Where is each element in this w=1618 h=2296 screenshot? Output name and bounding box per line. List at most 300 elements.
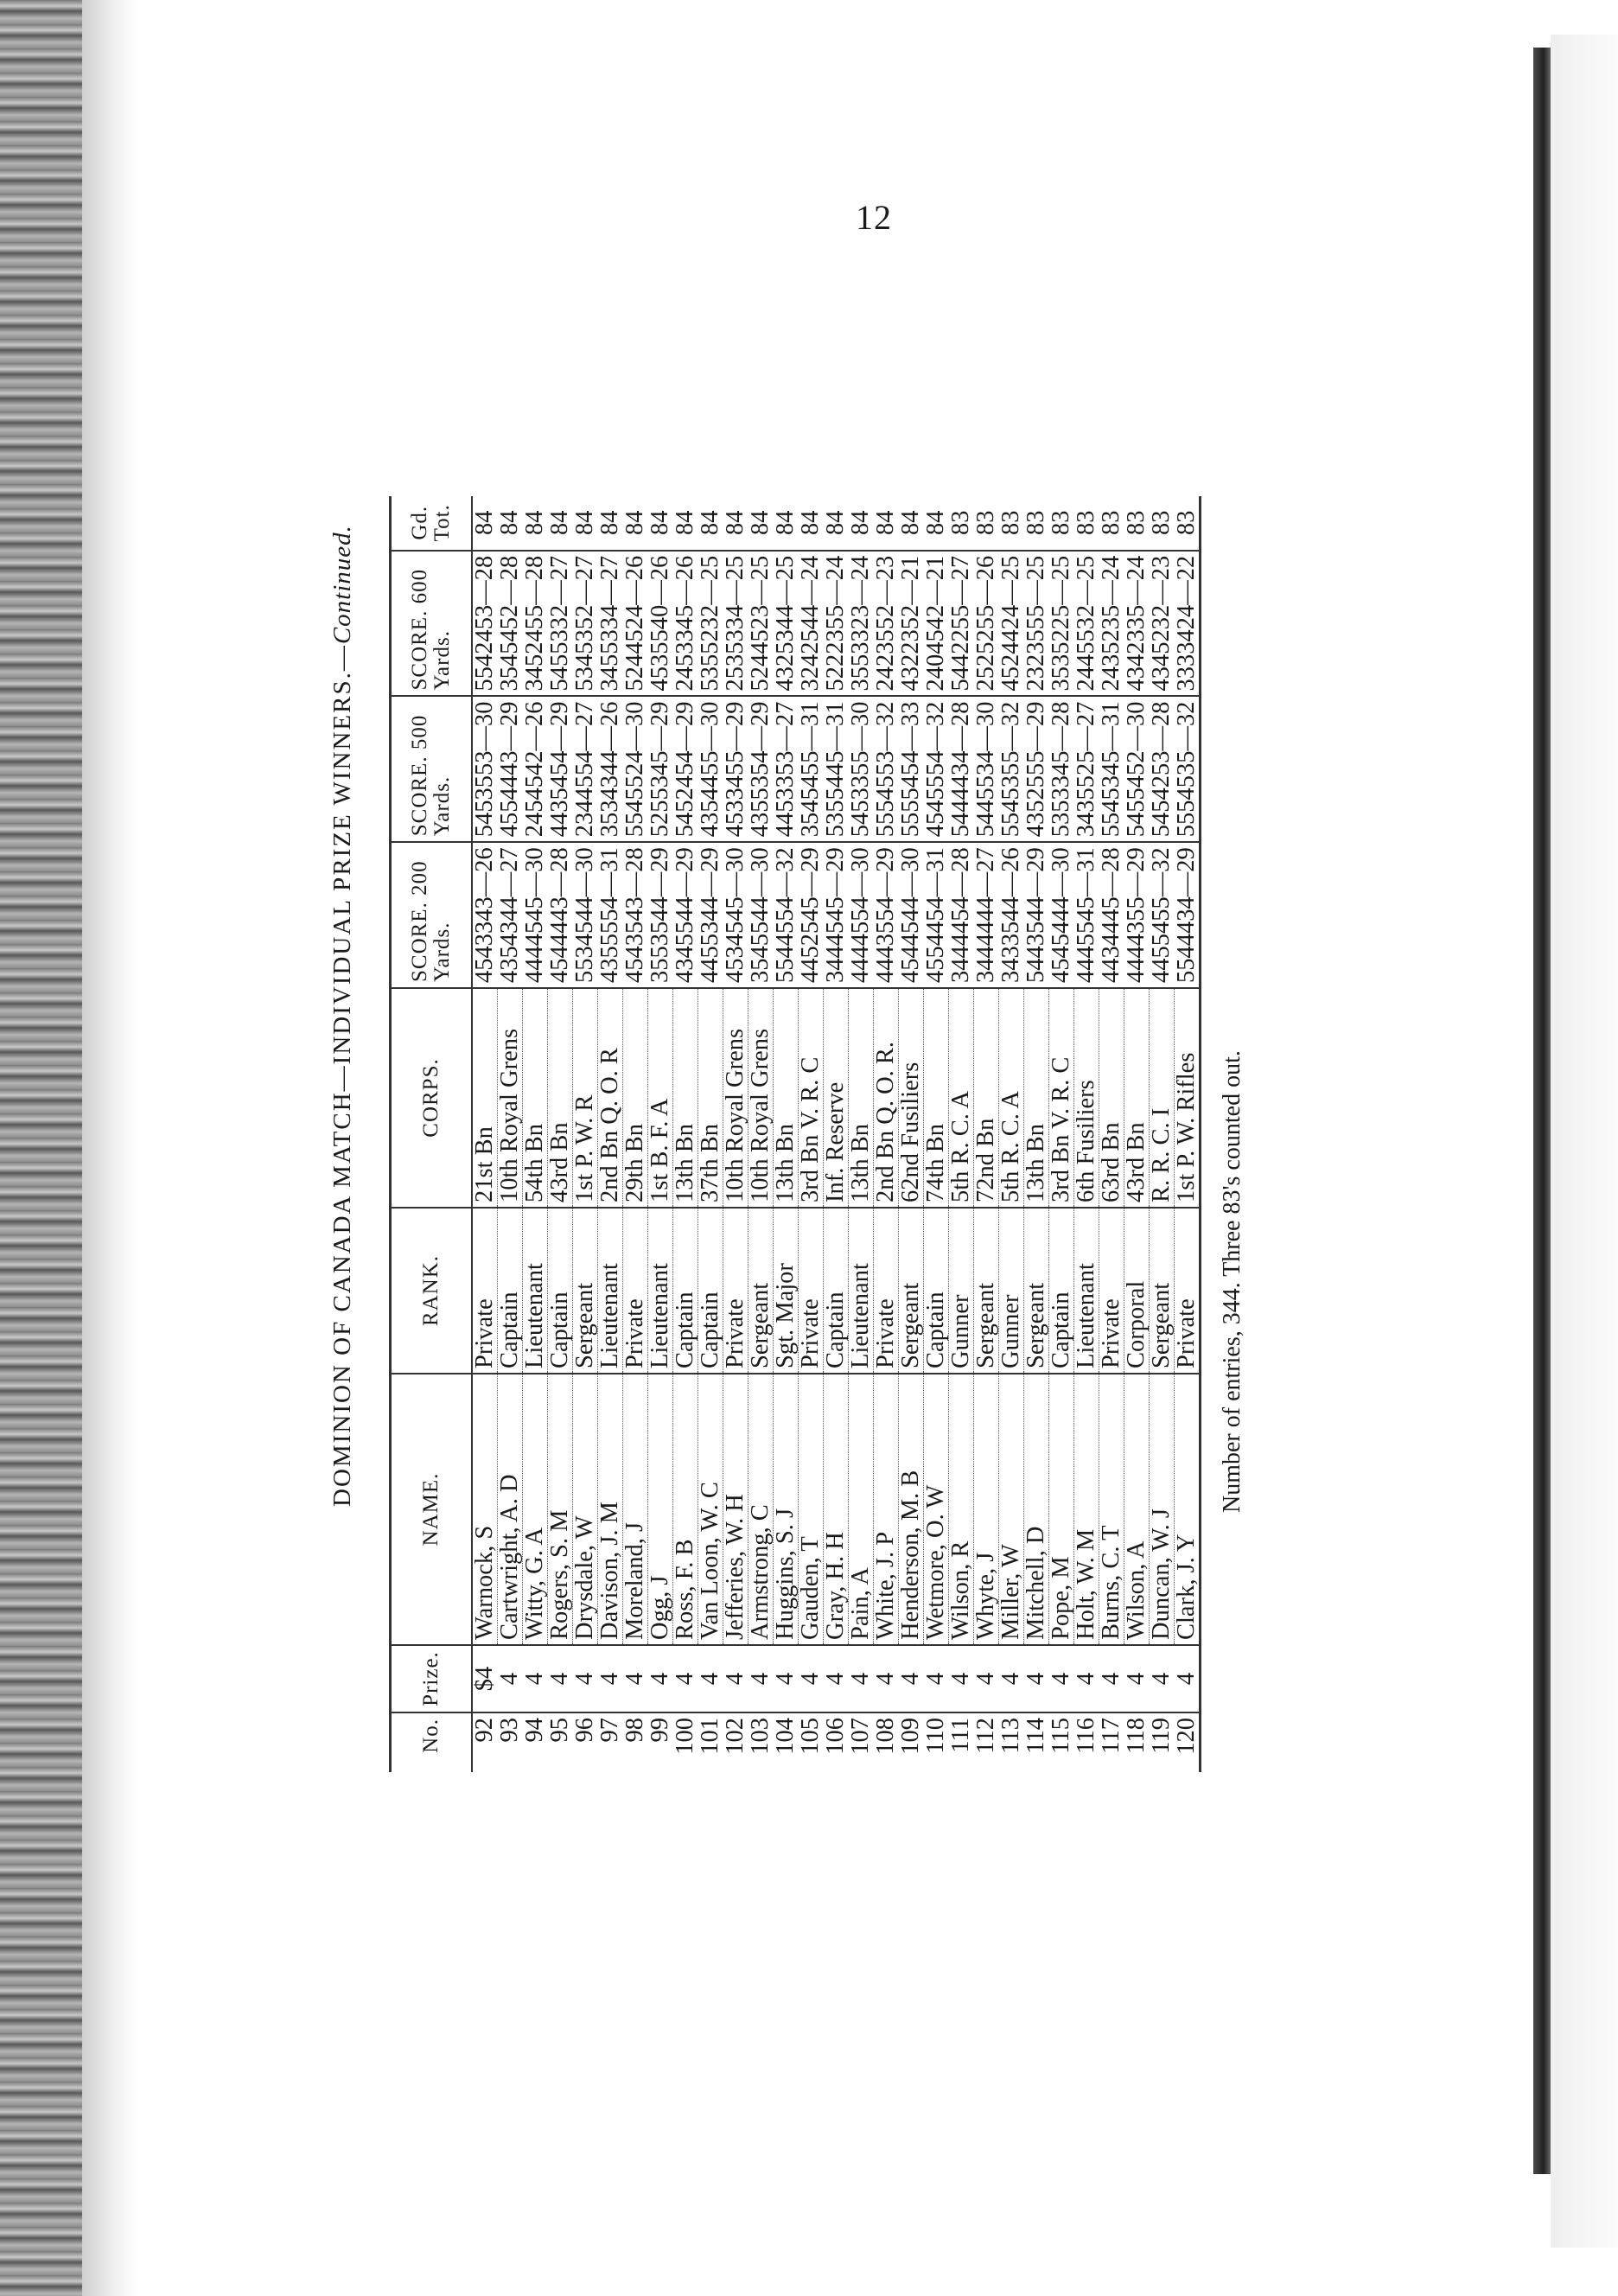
table-row [899, 496, 924, 1772]
cell-name: Drysdale, W [573, 1374, 598, 1645]
cell-score-200: 4434445—28 [1099, 842, 1124, 988]
cell-grand-total: 84 [824, 496, 849, 551]
cell-score-200: 3553544—29 [648, 842, 673, 988]
cell-rank: Private [1175, 1208, 1201, 1374]
cell-score-200: 4545444—30 [1049, 842, 1074, 988]
cell-grand-total: 83 [1175, 496, 1201, 551]
cell-corps: 10th Royal Grens [723, 988, 748, 1208]
cell-grand-total: 83 [1049, 496, 1074, 551]
cell-no: 113 [997, 1718, 1024, 1754]
cell-name: Duncan, W. J [1150, 1374, 1175, 1645]
document-title [328, 259, 357, 1772]
cell-score-600: 5345352—27 [573, 551, 598, 697]
cell-grand-total: 84 [774, 496, 799, 551]
table-row [498, 496, 523, 1772]
cell-no: 103 [747, 1718, 774, 1755]
cell-no: 97 [596, 1718, 623, 1743]
cell-score-600: 5442255—27 [949, 551, 974, 697]
cell-grand-total: 84 [598, 496, 623, 551]
cell-score-600: 4524424—25 [999, 551, 1024, 697]
cell-corps: 37th Bn [698, 988, 723, 1208]
cell-score-600: 4345232—23 [1150, 551, 1175, 697]
cell-corps: Inf. Reserve [824, 988, 849, 1208]
cell-score-500: 3534344—26 [598, 697, 623, 843]
cell-name: Whyte, J [974, 1374, 999, 1645]
cell-corps: 6th Fusiliers [1074, 988, 1099, 1208]
cell-no: 94 [521, 1718, 548, 1743]
cell-prize: 4 [974, 1645, 999, 1712]
cell-score-200: 4554454—31 [924, 842, 949, 988]
cell-score-500: 2454542—26 [523, 697, 548, 843]
cell-rank: Captain [698, 1208, 723, 1374]
book-page-edge [0, 0, 138, 2296]
footer-note: Number of entries, 344. Three 83's counted out. [1219, 1050, 1245, 1513]
cell-grand-total: 84 [648, 496, 673, 551]
cell-rank: Lieutenant [598, 1208, 623, 1374]
cell-prize: 4 [698, 1645, 723, 1712]
cell-grand-total: 84 [573, 496, 598, 551]
cell-score-600: 2435235—24 [1099, 551, 1124, 697]
table-row [623, 496, 648, 1772]
cell-score-200: 4452545—29 [799, 842, 824, 988]
cell-score-600: 3333424—22 [1175, 551, 1201, 697]
cell-score-600: 3545452—28 [498, 551, 523, 697]
cell-score-600: 5455332—27 [548, 551, 573, 697]
cell-prize: 4 [673, 1645, 698, 1712]
cell-name: Pain, A [849, 1374, 874, 1645]
cell-grand-total: 84 [723, 496, 748, 551]
cell-corps: 13th Bn [774, 988, 799, 1208]
cell-prize: 4 [498, 1645, 523, 1712]
cell-score-600: 5244524—26 [623, 551, 648, 697]
cell-score-200: 3433544—26 [999, 842, 1024, 988]
cell-no: 110 [922, 1718, 949, 1754]
cell-prize: 4 [899, 1645, 924, 1712]
cell-prize: 4 [1099, 1645, 1124, 1712]
cell-prize: 4 [924, 1645, 949, 1712]
table-row [824, 496, 849, 1772]
cell-grand-total: 83 [1124, 496, 1150, 551]
cell-name: Pope, M [1049, 1374, 1074, 1645]
table-row [849, 496, 874, 1772]
cell-prize: 4 [623, 1645, 648, 1712]
cell-grand-total: 84 [623, 496, 648, 551]
cell-grand-total: 84 [523, 496, 548, 551]
cell-score-600: 2525255—26 [974, 551, 999, 697]
table-row [774, 496, 799, 1772]
cell-score-500: 5452454—29 [673, 697, 698, 843]
cell-prize: 4 [1124, 1645, 1150, 1712]
table-row [1150, 496, 1175, 1772]
cell-no: 95 [546, 1718, 573, 1743]
table-row [799, 496, 824, 1772]
cell-grand-total: 84 [673, 496, 698, 551]
cell-grand-total: 84 [748, 496, 774, 551]
book-spine [1533, 48, 1551, 2174]
cell-prize: 4 [824, 1645, 849, 1712]
cell-no: 119 [1148, 1718, 1175, 1754]
cell-score-500: 5545524—30 [623, 697, 648, 843]
table-row [698, 496, 723, 1772]
cell-score-500: 5353345—28 [1049, 697, 1074, 843]
cell-score-600: 5244523—25 [748, 551, 774, 697]
cell-score-600: 3455334—27 [598, 551, 623, 697]
cell-rank: Lieutenant [849, 1208, 874, 1374]
cell-name: Miller, W [999, 1374, 1024, 1645]
cell-grand-total: 84 [924, 496, 949, 551]
title-text: DOMINION OF CANADA MATCH—INDIVIDUAL PRIZE WINNERS.— [328, 644, 356, 1507]
cell-score-600: 2453345—26 [673, 551, 698, 697]
cell-corps: 72nd Bn [974, 988, 999, 1208]
cell-score-200: 5534544—30 [573, 842, 598, 988]
cell-no: 93 [496, 1718, 523, 1743]
cell-score-200: 4544443—28 [548, 842, 573, 988]
cell-corps: 3rd Bn V. R. C [799, 988, 824, 1208]
table-row [523, 496, 548, 1772]
cell-corps: 2nd Bn Q. O. R [598, 988, 623, 1208]
cell-score-500: 4354455—30 [698, 697, 723, 843]
cell-prize: 4 [748, 1645, 774, 1712]
cell-corps: 1st P. W. Rifles [1175, 988, 1201, 1208]
cell-score-600: 3452455—28 [523, 551, 548, 697]
table-row [548, 496, 573, 1772]
cell-corps: 5th R. C. A [949, 988, 974, 1208]
table-row [1024, 496, 1049, 1772]
cell-name: Witty, G. A [523, 1374, 548, 1645]
cell-corps: 62nd Fusiliers [899, 988, 924, 1208]
cell-score-200: 4354344—27 [498, 842, 523, 988]
cell-rank: Private [799, 1208, 824, 1374]
cell-score-200: 5544554—32 [774, 842, 799, 988]
cell-no: 118 [1123, 1718, 1150, 1754]
cell-name: Henderson, M. B [899, 1374, 924, 1645]
cell-corps: 5th R. C. A [999, 988, 1024, 1208]
cell-score-500: 3435525—27 [1074, 697, 1099, 843]
cell-grand-total: 84 [849, 496, 874, 551]
cell-no: 107 [847, 1718, 874, 1755]
cell-score-600: 4325344—25 [774, 551, 799, 697]
facing-page [1551, 35, 1618, 2248]
table-header-row [391, 496, 473, 1772]
table-row [673, 496, 698, 1772]
table-row [748, 496, 774, 1772]
cell-score-600: 5542453—28 [472, 551, 498, 697]
cell-grand-total: 83 [1024, 496, 1049, 551]
cell-score-200: 4455455—32 [1150, 842, 1175, 988]
cell-score-200: 4543543—28 [623, 842, 648, 988]
cell-score-500: 5454253—28 [1150, 697, 1175, 843]
table-row [924, 496, 949, 1772]
cell-prize: 4 [548, 1645, 573, 1712]
cell-grand-total: 84 [472, 496, 498, 551]
header-corps: CORPS. [391, 988, 473, 1208]
cell-corps: 10th Royal Grens [748, 988, 774, 1208]
cell-grand-total: 83 [999, 496, 1024, 551]
cell-score-600: 2535334—25 [723, 551, 748, 697]
cell-rank: Captain [924, 1208, 949, 1374]
cell-name: Gray, H. H [824, 1374, 849, 1645]
cell-corps: 2nd Bn Q. O. R. [874, 988, 899, 1208]
cell-rank: Sergeant [974, 1208, 999, 1374]
cell-corps: 43rd Bn [548, 988, 573, 1208]
cell-score-200: 4444355—29 [1124, 842, 1150, 988]
cell-score-500: 4352555—29 [1024, 697, 1049, 843]
cell-name: Wilson, A [1124, 1374, 1150, 1645]
cell-no: 98 [621, 1718, 648, 1743]
cell-no: 104 [772, 1718, 799, 1755]
cell-score-500: 5554553—32 [874, 697, 899, 843]
cell-rank: Sergeant [1024, 1208, 1049, 1374]
cell-score-200: 4534545—30 [723, 842, 748, 988]
cell-score-600: 2445532—25 [1074, 551, 1099, 697]
table-row [573, 496, 598, 1772]
cell-name: Moreland, J [623, 1374, 648, 1645]
cell-name: Jefferies, W. H [723, 1374, 748, 1645]
title-continued: Continued. [328, 525, 356, 645]
cell-name: Gauden, T [799, 1374, 824, 1645]
cell-no: 120 [1175, 1712, 1201, 1772]
header-rank: RANK. [391, 1208, 473, 1374]
table-row [974, 496, 999, 1772]
cell-name: Holt, W. M [1074, 1374, 1099, 1645]
cell-score-500: 5453553—30 [472, 697, 498, 843]
cell-rank: Sergeant [573, 1208, 598, 1374]
cell-rank: Private [472, 1208, 498, 1374]
cell-prize: 4 [523, 1645, 548, 1712]
cell-rank: Gunner [999, 1208, 1024, 1374]
cell-name: Cartwright, A. D [498, 1374, 523, 1645]
cell-corps: 13th Bn [849, 988, 874, 1208]
cell-name: Davison, J. M [598, 1374, 623, 1645]
cell-name: Wetmore, O. W [924, 1374, 949, 1645]
cell-prize: 4 [1175, 1645, 1201, 1712]
cell-rank: Captain [498, 1208, 523, 1374]
page-number: 12 [856, 198, 892, 237]
cell-grand-total: 84 [498, 496, 523, 551]
cell-score-500: 5545355—32 [999, 697, 1024, 843]
cell-no: 116 [1073, 1718, 1099, 1754]
cell-no: 92 [471, 1718, 499, 1743]
cell-rank: Captain [1049, 1208, 1074, 1374]
cell-corps: 43rd Bn [1124, 988, 1150, 1208]
cell-corps: 29th Bn [623, 988, 648, 1208]
cell-score-200: 3444444—27 [974, 842, 999, 988]
header-score-500: SCORE. 500 Yards. [391, 697, 473, 843]
header-prize: Prize. [391, 1645, 473, 1712]
cell-rank: Private [623, 1208, 648, 1374]
table-row [648, 496, 673, 1772]
cell-prize: 4 [774, 1645, 799, 1712]
cell-prize: $4 [472, 1645, 498, 1712]
cell-prize: 4 [1074, 1645, 1099, 1712]
cell-score-600: 2423552—23 [874, 551, 899, 697]
cell-score-600: 4535540—26 [648, 551, 673, 697]
cell-prize: 4 [573, 1645, 598, 1712]
table-row [472, 496, 498, 1772]
cell-rank: Lieutenant [523, 1208, 548, 1374]
cell-prize: 4 [598, 1645, 623, 1712]
cell-corps: 3rd Bn V. R. C [1049, 988, 1074, 1208]
cell-prize: 4 [1049, 1645, 1074, 1712]
cell-no: 102 [722, 1718, 748, 1755]
cell-prize: 4 [799, 1645, 824, 1712]
cell-no: 111 [947, 1718, 974, 1753]
table-row [1124, 496, 1150, 1772]
cell-score-500: 4453353—27 [774, 697, 799, 843]
header-grand-total: Gd. Tot. [391, 496, 473, 551]
cell-prize: 4 [723, 1645, 748, 1712]
cell-no: 114 [1022, 1718, 1049, 1754]
cell-no: 115 [1048, 1718, 1074, 1754]
cell-grand-total: 84 [548, 496, 573, 551]
prize-winners-table-container [389, 496, 1201, 1772]
cell-no: 105 [797, 1718, 824, 1755]
cell-rank: Sergeant [1150, 1208, 1175, 1374]
cell-score-500: 5445534—30 [974, 697, 999, 843]
cell-prize: 4 [849, 1645, 874, 1712]
cell-score-200: 3444545—29 [824, 842, 849, 988]
cell-score-600: 3553323—24 [849, 551, 874, 697]
cell-rank: Sergeant [748, 1208, 774, 1374]
cell-rank: Private [1099, 1208, 1124, 1374]
cell-rank: Private [723, 1208, 748, 1374]
cell-score-600: 5222355—24 [824, 551, 849, 697]
cell-corps: 21st Bn [472, 988, 498, 1208]
cell-prize: 4 [949, 1645, 974, 1712]
cell-rank: Captain [548, 1208, 573, 1374]
table-row [999, 496, 1024, 1772]
rotated-page-content [328, 259, 1392, 1772]
table-row [1074, 496, 1099, 1772]
cell-corps: 10th Royal Grens [498, 988, 523, 1208]
table-row [598, 496, 623, 1772]
cell-no: 112 [972, 1718, 999, 1754]
cell-prize: 4 [874, 1645, 899, 1712]
cell-score-200: 5544434—29 [1175, 842, 1201, 988]
cell-name: Huggins, S. J [774, 1374, 799, 1645]
cell-corps: R. R. C. I [1150, 988, 1175, 1208]
table-row [723, 496, 748, 1772]
cell-score-200: 4445545—31 [1074, 842, 1099, 988]
header-score-200: SCORE. 200 Yards. [391, 842, 473, 988]
header-score-600: SCORE. 600 Yards. [391, 551, 473, 697]
cell-no: 117 [1098, 1718, 1124, 1754]
cell-score-500: 5554535—32 [1175, 697, 1201, 843]
header-name: NAME. [391, 1374, 473, 1645]
cell-score-500: 3545455—31 [799, 697, 824, 843]
cell-rank: Sgt. Major [774, 1208, 799, 1374]
cell-name: Clark, J. Y [1175, 1374, 1201, 1645]
cell-score-500: 4554443—29 [498, 697, 523, 843]
table-row [1175, 496, 1201, 1772]
cell-name: Ogg, J [648, 1374, 673, 1645]
cell-rank: Captain [824, 1208, 849, 1374]
cell-grand-total: 83 [1074, 496, 1099, 551]
cell-score-200: 5443544—29 [1024, 842, 1049, 988]
cell-score-200: 4355554—31 [598, 842, 623, 988]
cell-name: Ross, F. B [673, 1374, 698, 1645]
cell-grand-total: 83 [1150, 496, 1175, 551]
cell-score-600: 3535225—25 [1049, 551, 1074, 697]
cell-corps: 63rd Bn [1099, 988, 1124, 1208]
cell-no: 96 [571, 1718, 598, 1743]
cell-score-500: 5545345—31 [1099, 697, 1124, 843]
cell-score-200: 4444554—30 [849, 842, 874, 988]
cell-score-200: 4444545—30 [523, 842, 548, 988]
cell-prize: 4 [999, 1645, 1024, 1712]
cell-score-500: 5444434—28 [949, 697, 974, 843]
cell-score-600: 2323555—25 [1024, 551, 1049, 697]
cell-name: Rogers, S. M [548, 1374, 573, 1645]
table-row [874, 496, 899, 1772]
cell-no: 106 [822, 1718, 849, 1755]
cell-score-600: 4322352—21 [899, 551, 924, 697]
table-body [472, 496, 1201, 1772]
cell-score-500: 4355354—29 [748, 697, 774, 843]
cell-score-200: 3444454—28 [949, 842, 974, 988]
cell-score-200: 3545544—30 [748, 842, 774, 988]
cell-score-200: 4455344—29 [698, 842, 723, 988]
cell-grand-total: 84 [874, 496, 899, 551]
cell-rank: Corporal [1124, 1208, 1150, 1374]
cell-rank: Captain [673, 1208, 698, 1374]
cell-grand-total: 83 [949, 496, 974, 551]
cell-grand-total: 83 [974, 496, 999, 551]
cell-grand-total: 84 [799, 496, 824, 551]
cell-score-200: 4544544—30 [899, 842, 924, 988]
cell-corps: 13th Bn [673, 988, 698, 1208]
cell-corps: 1st B. F. A [648, 988, 673, 1208]
cell-score-600: 4342335—24 [1124, 551, 1150, 697]
cell-rank: Private [874, 1208, 899, 1374]
table-row [949, 496, 974, 1772]
cell-corps: 74th Bn [924, 988, 949, 1208]
cell-rank: Sergeant [899, 1208, 924, 1374]
cell-name: Warnock, S [472, 1374, 498, 1645]
cell-no: 101 [697, 1718, 723, 1755]
cell-score-600: 5355232—25 [698, 551, 723, 697]
cell-score-600: 3242544—24 [799, 551, 824, 697]
cell-corps: 13th Bn [1024, 988, 1049, 1208]
cell-prize: 4 [648, 1645, 673, 1712]
cell-name: Armstrong, C [748, 1374, 774, 1645]
cell-name: Wilson, R [949, 1374, 974, 1645]
cell-grand-total: 84 [698, 496, 723, 551]
cell-prize: 4 [1150, 1645, 1175, 1712]
cell-score-500: 5355445—31 [824, 697, 849, 843]
cell-rank: Lieutenant [1074, 1208, 1099, 1374]
cell-prize: 4 [1024, 1645, 1049, 1712]
cell-rank: Gunner [949, 1208, 974, 1374]
cell-corps: 54th Bn [523, 988, 548, 1208]
prize-winners-table [389, 496, 1201, 1772]
cell-score-500: 5555454—33 [899, 697, 924, 843]
cell-score-500: 4435454—29 [548, 697, 573, 843]
cell-score-500: 5453355—30 [849, 697, 874, 843]
cell-score-200: 4345544—29 [673, 842, 698, 988]
cell-name: Burns, C. T [1099, 1374, 1124, 1645]
cell-score-500: 5255345—29 [648, 697, 673, 843]
table-row [1049, 496, 1074, 1772]
cell-no: 99 [647, 1718, 673, 1743]
cell-no: 108 [872, 1718, 899, 1755]
cell-score-500: 5455452—30 [1124, 697, 1150, 843]
cell-score-600: 2404542—21 [924, 551, 949, 697]
cell-grand-total: 84 [899, 496, 924, 551]
cell-score-200: 4443554—29 [874, 842, 899, 988]
cell-score-500: 4545554—32 [924, 697, 949, 843]
table-row [1099, 496, 1124, 1772]
